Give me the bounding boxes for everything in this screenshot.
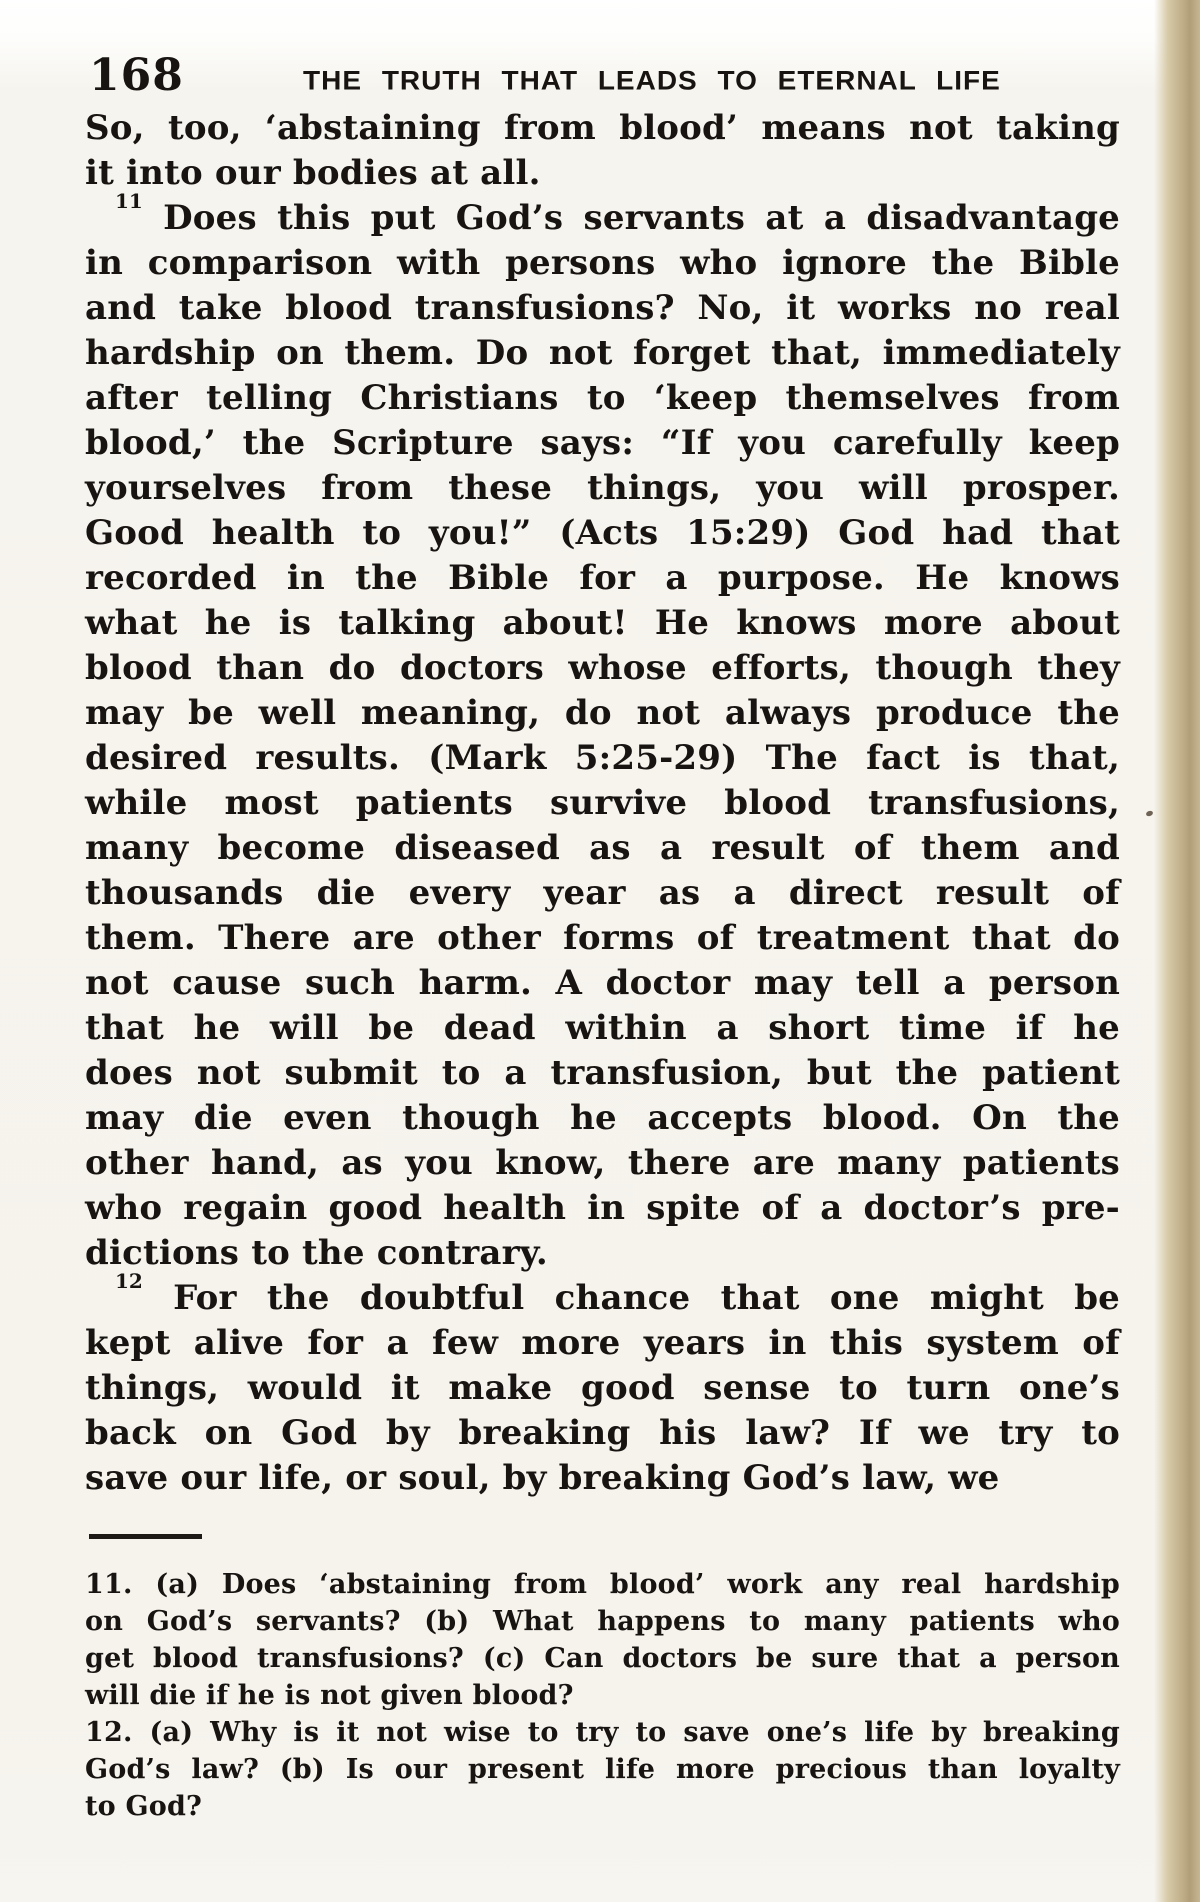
text-line: recorded in the Bible for a purpose. He knows <box>85 558 1120 598</box>
text-line: back on God by breaking his law? If we try to <box>85 1413 1120 1453</box>
paragraph <box>85 1269 1120 1501</box>
paragraph-number: 11 <box>115 189 143 214</box>
text-line: get blood transfusions? (c) Can doctors be sure that a person <box>85 1643 1120 1674</box>
text-line: to God? <box>85 1791 203 1822</box>
paragraph <box>85 189 1120 1276</box>
text-line: that he will be dead within a short time if he <box>85 1008 1120 1048</box>
running-title: THE TRUTH THAT LEADS TO ETERNAL LIFE <box>303 65 1001 96</box>
text-line: who regain good health in spite of a doctor’s pre- <box>85 1188 1120 1228</box>
text-line: may be well meaning, do not always produce the <box>85 693 1120 733</box>
text-line: 11. (a) Does ‘abstaining from blood’ work any real hardship <box>85 1569 1120 1600</box>
body-text <box>85 106 1120 1501</box>
page-header <box>85 50 1120 102</box>
text-line: kept alive for a few more years in this system of <box>85 1323 1120 1363</box>
text-line: $^{11}$ Does this put God’s servants at a disadvantage <box>115 189 1120 238</box>
text-line: save our life, or soul, by breaking God’s law, we <box>85 1458 1000 1498</box>
text-line: and take blood transfusions? No, it works no real <box>85 288 1120 328</box>
text-line: desired results. (Mark 5:25-29) The fact is that, <box>85 738 1120 778</box>
text-line: blood,’ the Scripture says: “If you carefully keep <box>85 423 1120 463</box>
text-line: in comparison with persons who ignore the Bible <box>85 243 1120 283</box>
text-line: on God’s servants? (b) What happens to many patients who <box>85 1606 1120 1637</box>
text-line: will die if he is not given blood? <box>85 1680 574 1711</box>
text-line: things, would it make good sense to turn one’s <box>85 1368 1120 1408</box>
text-line: So, too, ‘abstaining from blood’ means not taking <box>85 108 1120 148</box>
text-line: after telling Christians to ‘keep themselves from <box>85 378 1120 418</box>
footnotes <box>85 1566 1120 1825</box>
page-number: 168 <box>89 50 184 101</box>
text-line: blood than do doctors whose efforts, though they <box>85 648 1120 688</box>
text-line: $^{12}$ For the doubtful chance that one might be <box>115 1269 1120 1318</box>
paragraph <box>85 106 1120 196</box>
text-line: yourselves from these things, you will prosper. <box>85 468 1120 508</box>
paragraph-number: 12 <box>115 1269 143 1294</box>
footnote-separator <box>89 1534 202 1539</box>
text-line: does not submit to a transfusion, but the patient <box>85 1053 1120 1093</box>
page-content <box>85 50 1120 1825</box>
text-line: may die even though he accepts blood. On the <box>85 1098 1120 1138</box>
text-line: thousands die every year as a direct result of <box>85 873 1120 913</box>
text-line: other hand, as you know, there are many patients <box>85 1143 1120 1183</box>
page-edge-shadow <box>1154 0 1200 1902</box>
text-line: not cause such harm. A doctor may tell a person <box>85 963 1120 1003</box>
text-line: them. There are other forms of treatment that do <box>85 918 1120 958</box>
text-line: it into our bodies at all. <box>85 153 541 193</box>
text-line: what he is talking about! He knows more about <box>85 603 1120 643</box>
text-line: hardship on them. Do not forget that, immediately <box>85 333 1120 373</box>
text-line: Good health to you!” (Acts 15:29) God had that <box>85 513 1120 553</box>
scan-speck <box>1145 810 1153 817</box>
text-line: God’s law? (b) Is our present life more precious than loyalty <box>85 1754 1120 1785</box>
text-line: dictions to the contrary. <box>85 1233 548 1273</box>
footnote <box>85 1714 1120 1825</box>
text-line: while most patients survive blood transfusions, <box>85 783 1120 823</box>
footnote <box>85 1566 1120 1714</box>
text-line: many become diseased as a result of them and <box>85 828 1120 868</box>
text-line: 12. (a) Why is it not wise to try to save one’s life by breaking <box>85 1717 1120 1748</box>
